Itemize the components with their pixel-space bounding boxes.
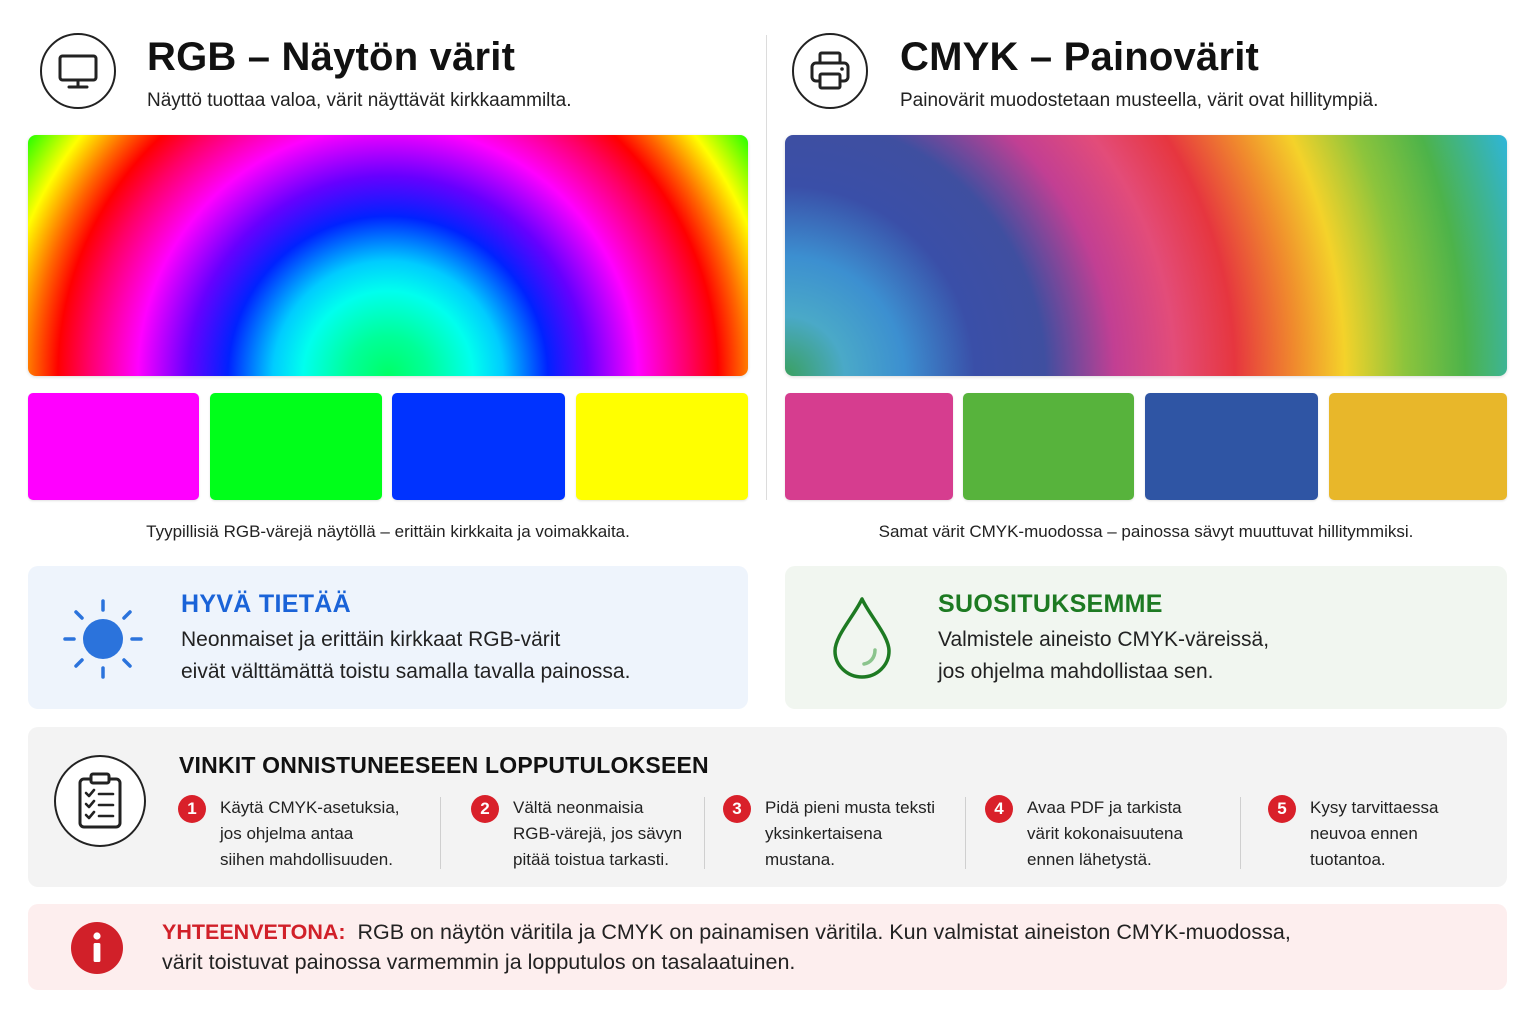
- tips-title: VINKIT ONNISTUNEESEEN LOPPUTULOKSEEN: [179, 752, 709, 778]
- summary-label: YHTEENVETONA:: [162, 920, 346, 944]
- info-icon: [70, 921, 124, 980]
- tip-5-line-2: neuvoa ennen: [1310, 824, 1418, 843]
- tip-3-line-1: Pidä pieni musta teksti: [765, 798, 936, 817]
- cmyk-swatch-blue: [1145, 393, 1318, 500]
- tip-4-line-1: Avaa PDF ja tarkista: [1027, 798, 1182, 817]
- rgb-rainbow: [28, 135, 748, 376]
- tip-text-1: [220, 795, 400, 873]
- clipboard-checklist-icon: [54, 755, 146, 847]
- tip-3-line-3: mustana.: [765, 850, 835, 869]
- tip-number-4: 4: [985, 795, 1013, 823]
- info-text: [181, 624, 630, 688]
- tip-number-3: 3: [723, 795, 751, 823]
- tip-item-2: [471, 795, 711, 873]
- tip-3-line-2: yksinkertaisena: [765, 824, 883, 843]
- info-heading: HYVÄ TIETÄÄ: [181, 590, 351, 618]
- tip-number-2: 2: [471, 795, 499, 823]
- rgb-swatch-blue: [392, 393, 565, 500]
- tip-separator: [965, 797, 966, 869]
- summary-line-2: värit toistuvat painossa varmemmin ja lopputulos on tasalaatuinen.: [162, 950, 796, 974]
- tip-separator: [440, 797, 441, 869]
- recommend-heading: SUOSITUKSEMME: [938, 590, 1163, 618]
- tip-separator: [704, 797, 705, 869]
- tip-1-line-2: jos ohjelma antaa: [220, 824, 354, 843]
- tip-text-3: [765, 795, 935, 873]
- tip-number-1: 1: [178, 795, 206, 823]
- cmyk-rainbow: [785, 135, 1507, 376]
- tip-item-1: [178, 795, 438, 873]
- tip-2-line-2: RGB-värejä, jos sävyn: [513, 824, 683, 843]
- info-line-2: eivät välttämättä toistu samalla tavalla painossa.: [181, 660, 631, 683]
- tip-2-line-3: pitää toistua tarkasti.: [513, 850, 669, 869]
- tip-text-2: [513, 795, 682, 873]
- printer-icon: [792, 33, 868, 109]
- rgb-title: RGB – Näytön värit: [147, 35, 516, 79]
- cmyk-swatch-magenta: [785, 393, 953, 500]
- info-line-1: Neonmaiset ja erittäin kirkkaat RGB-värit: [181, 628, 561, 651]
- summary-line-1: RGB on näytön väritila ja CMYK on painamisen väritila. Kun valmistat aineiston CMYK-muodossa,: [357, 920, 1291, 944]
- cmyk-subtitle: Painovärit muodostetaan musteella, värit ovat hillitympiä.: [900, 90, 1379, 111]
- cmyk-swatch-green: [963, 393, 1134, 500]
- recommend-panel: [785, 566, 1507, 709]
- cmyk-swatch-yellow: [1329, 393, 1507, 500]
- rgb-subtitle: Näyttö tuottaa valoa, värit näyttävät kirkkaammilta.: [147, 90, 572, 111]
- monitor-icon: [40, 33, 116, 109]
- info-panel: [28, 566, 748, 709]
- sun-icon: [60, 596, 146, 687]
- summary-text: [162, 917, 1291, 977]
- tip-5-line-3: tuotantoa.: [1310, 850, 1386, 869]
- recommend-line-2: jos ohjelma mahdollistaa sen.: [938, 660, 1214, 683]
- tip-1-line-3: siihen mahdollisuuden.: [220, 850, 393, 869]
- drop-icon: [829, 594, 895, 685]
- rgb-swatch-magenta: [28, 393, 199, 500]
- rgb-caption: Tyypillisiä RGB-värejä näytöllä – erittäin kirkkaita ja voimakkaita.: [146, 522, 630, 541]
- tip-text-4: [1027, 795, 1183, 873]
- rgb-swatch-yellow: [576, 393, 748, 500]
- tip-4-line-3: ennen lähetystä.: [1027, 850, 1152, 869]
- column-divider: [766, 35, 767, 500]
- tip-item-3: [723, 795, 973, 873]
- tip-5-line-1: Kysy tarvittaessa: [1310, 798, 1439, 817]
- tip-1-line-1: Käytä CMYK-asetuksia,: [220, 798, 400, 817]
- rgb-swatch-green: [210, 393, 382, 500]
- summary-panel: [28, 904, 1507, 990]
- tip-2-line-1: Vältä neonmaisia: [513, 798, 644, 817]
- cmyk-caption: Samat värit CMYK-muodossa – painossa sävyt muuttuvat hillitymmiksi.: [878, 522, 1414, 541]
- tip-item-4: [985, 795, 1235, 873]
- recommend-line-1: Valmistele aineisto CMYK-väreissä,: [938, 628, 1270, 651]
- tip-item-5: [1268, 795, 1498, 873]
- cmyk-title: CMYK – Painovärit: [900, 35, 1260, 79]
- tip-separator: [1240, 797, 1241, 869]
- tip-text-5: [1310, 795, 1439, 873]
- tips-panel: [28, 727, 1507, 887]
- recommend-text: [938, 624, 1269, 688]
- tip-4-line-2: värit kokonaisuutena: [1027, 824, 1183, 843]
- tip-number-5: 5: [1268, 795, 1296, 823]
